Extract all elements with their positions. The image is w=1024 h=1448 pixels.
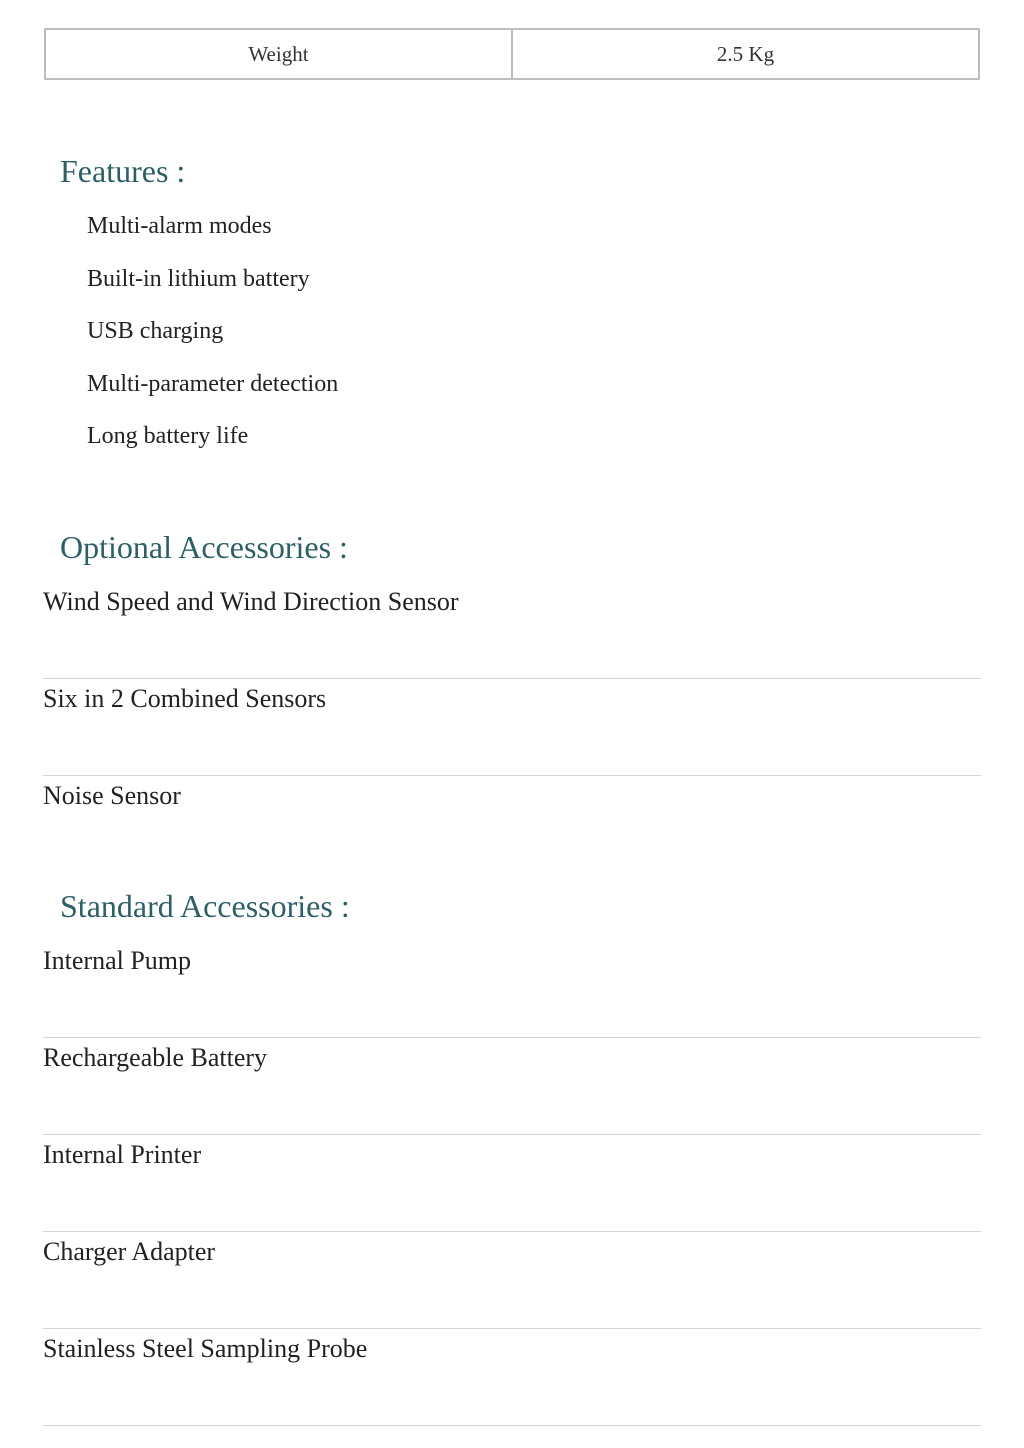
optional-accessory-item: Six in 2 Combined Sensors — [43, 679, 981, 776]
spec-row-weight — [45, 29, 979, 79]
standard-accessories-list — [43, 941, 981, 1426]
features-list — [87, 206, 338, 469]
feature-item: Multi-alarm modes — [87, 213, 272, 239]
standard-accessory-item: Rechargeable Battery — [43, 1038, 981, 1135]
standard-accessory-item: Internal Pump — [43, 941, 981, 1038]
feature-item: USB charging — [87, 318, 224, 344]
optional-accessory-item: Wind Speed and Wind Direction Sensor — [43, 582, 981, 679]
spec-label-weight: Weight — [45, 29, 512, 79]
feature-item: Multi-parameter detection — [87, 370, 339, 397]
spec-value-weight: 2.5 Kg — [512, 29, 979, 79]
optional-accessories-heading: Optional Accessories : — [60, 529, 348, 565]
standard-accessories-heading: Standard Accessories : — [60, 888, 350, 924]
standard-accessory-item: Charger Adapter — [43, 1232, 981, 1329]
standard-accessory-item: Stainless Steel Sampling Probe — [43, 1329, 981, 1426]
feature-item: Built-in lithium battery — [87, 265, 310, 292]
standard-accessory-item: Internal Printer — [43, 1135, 981, 1232]
optional-accessory-item: Noise Sensor — [43, 781, 181, 810]
features-heading: Features : — [60, 153, 186, 189]
spec-table — [44, 28, 980, 80]
optional-accessories-list — [43, 582, 981, 873]
feature-item: Long battery life — [87, 423, 249, 449]
